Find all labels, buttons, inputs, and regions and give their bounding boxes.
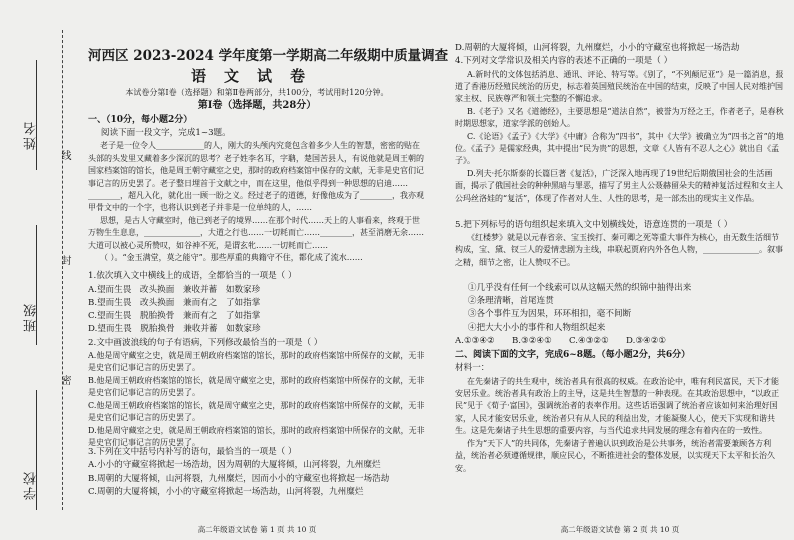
line-mark-feng: 封 xyxy=(59,255,70,265)
exam-info: 本试卷分第Ⅰ卷（选择题）和第Ⅱ卷两部分，共100分，考试用时120分钟。 xyxy=(125,88,389,97)
line-mark-xian: 线 xyxy=(59,150,70,160)
name-label: 姓名 xyxy=(24,120,39,150)
material-paragraph: 在先秦诸子的共生观中，统治者具有很高的权威。在政治论中，唯有利民富民，天下才能安居乐业。统治者具有政治上的主导，这是共生智慧的一种表现。在其政治思想中，“以政正民”见于《荀子·富国》，强调统治者的表率作用。这些话语强调了统治者应该如何来治理好国家，人民才能安居乐业，统治者只有从人民的利益出发，才能凝聚人心，使天下实现和谐共生。这是先秦诸子共生思想的重要内容，与当代追求共同发展的理念有着内在的一致性。 xyxy=(455,376,780,436)
page-one xyxy=(88,0,449,540)
q5-item-4: ④把大大小小的事件和人物组织起来 xyxy=(467,322,606,333)
q4-options xyxy=(455,69,785,219)
material-label: 材料一： xyxy=(455,363,490,374)
line-mark-mi: 密 xyxy=(59,375,70,385)
q5-options: A.①③④② B.③②④① C.④③②① D.③④②① xyxy=(455,336,667,347)
section-one-intro: 阅读下面一段文字，完成1~3题。 xyxy=(100,128,231,138)
q5-item-3: ③各个事件互为因果，环环相扣，毫不间断 xyxy=(467,309,632,320)
q1-option-c: C.望而生畏 脱胎换骨 兼而有之 了如指掌 xyxy=(88,311,261,322)
q2-options xyxy=(88,350,426,446)
page-two-footer: 高二年级语文试卷 第 2 页 共 10 页 xyxy=(560,524,680,534)
q3-option-c: C.周朝的大厦将倾，小小的守藏室将掀起一场浩劫，山河将裂，九州糜烂 xyxy=(88,486,364,497)
section-one-heading: 一、（10分，每小题2分） xyxy=(88,115,193,125)
q1-option-a: A.望而生畏 改头换面 兼收并蓄 如数家珍 xyxy=(88,284,261,295)
seal-line xyxy=(62,30,63,510)
passage-paragraph: （ ）。“金玉满堂，莫之能守”。那些厚重的典籍守不住，都化成了流水…… xyxy=(100,252,363,262)
q4-option-c: C.《论语》《孟子》《大学》《中庸》合称为“四书”，其中《大学》被确立为“四书之首”的地位。《孟子》是儒家经典，其中提出“民为贵”的思想，文章《人皆有不忍人之心》就出自《孟子》。 xyxy=(455,131,784,166)
q2-option-a: A.他是周守藏室之史，就是周王朝政府档案馆的馆长，那时的政府档案馆中所保存的文献，无非是史官们记事记言的历史罢了。 xyxy=(88,351,425,373)
q3-option-b: B.周朝的大厦将倾，山河将裂，九州糜烂，因而小小的守藏室也将掀起一场浩劫 xyxy=(88,473,390,484)
q2-option-b: B.他是周王朝政府档案馆的馆长，就是周守藏室之史，那时的政府档案馆中所保存的文献，无非是史官们记事记言的历史罢了。 xyxy=(88,375,425,398)
class-label: 班级 xyxy=(24,302,39,332)
q4-option-a: A.新时代的文体包括消息、通讯、评论、特写等。《别了，“不列颠尼亚”》是一篇消息，报道了香港历经殖民统治的历史，标志着英国殖民统治在中国的结束，反映了中国人民对维护国家主权、民族尊严和领土完整的不懈追求。 xyxy=(455,69,784,104)
question-1: 1.依次填入文中横线上的成语，全都恰当的一项是（ ） xyxy=(88,271,297,282)
q1-option-d: D.望而生畏 脱胎换骨 兼收并蓄 如数家珍 xyxy=(88,324,261,335)
question-5: 5.把下列标号的语句组织起来填入文中划横线处，语意连贯的一项是（ ） xyxy=(455,219,733,230)
school-label: 学校 xyxy=(24,470,39,500)
part-one-title: 第Ⅰ卷（选择题，共28分） xyxy=(197,100,317,111)
q4-option-b: B.《老子》又名《道德经》，主要思想是“道法自然”，被誉为万经之王，作者老子，是春秋时期思想家，道家学派的创始人。 xyxy=(455,106,784,129)
q2-option-c: C.他是周王朝政府档案馆的馆长，就是周守藏室之史，那时的政府档案馆中所保存的文献，无非是史官们记事记言的历史罢了。 xyxy=(88,400,425,423)
passage-paragraph: 老子是一位令人____________的人，刚大的头颅内究竟包含着多少人生的智慧，密密的贴在头部的头发里又藏着多少深沉的思考？老子姓李名耳，字聃，楚国苦县人，有说他就是周王朝的国家档案馆的馆长，他是周王朝守藏室之史，那时的政府档案馆中保存的文献，无非是史官们记事记言的历史罢了。老子整日埋首于文献之中，而在这里，他似乎得到一种思想的启迪……________，超凡入化，就化出一顾一盼之义。经过老子的道德，好像他成为了________，我亦观甲骨文中的一个字，也将认识到老子并非是一位单纯的人，…… xyxy=(88,141,424,213)
passage-paragraph: 思想，是古人守藏室时，他已到老子的境界……在那个时代……天上的人事看来，终观于世万物生生息息，______________，大道之行也……一切耗而亡……________，甚至消磨无余……大道可以被心灵所赞叹，如谷神不死，是谓玄牝……一切耗而亡…… xyxy=(88,215,424,250)
question-3: 3.下列在文中括号内补写的语句，最恰当的一项是（ ） xyxy=(88,447,297,458)
q3-option-a: A.小小的守藏室将掀起一场浩劫，因为周朝的大厦将倾，山河将裂，九州糜烂 xyxy=(88,460,381,471)
question-2: 2.文中画波浪线的句子有语病，下列修改最恰当的一项是（ ） xyxy=(88,337,323,348)
q3-option-d: D.周朝的大厦将倾，山河将裂，九州糜烂，小小的守藏室也将掀起一场浩劫 xyxy=(455,43,740,53)
exam-title: 河西区 2023-2024 学年度第一学期高二年级期中质量调查 xyxy=(88,48,449,64)
question-4: 4.下列对文学常识及相关内容的表述不正确的一项是（ ） xyxy=(455,56,673,67)
class-write-line xyxy=(36,225,37,345)
q5-passage: 《红楼梦》就是以元春省亲、宝玉挨打、秦可卿之死等重大事件为核心，由无数生活细节构成，宝、黛、钗三人的爱情悲剧为主线，串联起贾府内外各色人物，______________。叙事之精，细节之密，让人赞叹不已。 xyxy=(455,232,783,267)
passage-block xyxy=(88,140,426,270)
page-one-footer: 高二年级语文试卷 第 1 页 共 10 页 xyxy=(197,524,317,534)
q5-passage-block xyxy=(455,232,785,282)
binding-margin xyxy=(0,0,70,540)
q5-item-2: ②条理清晰，首尾连贯 xyxy=(467,296,554,307)
school-write-line xyxy=(36,390,37,510)
q2-option-d: D.他是周守藏室之史，就是周王朝政府档案馆的馆长，那时的政府档案馆中所保存的文献，无非是史官们记事记言的历史罢了。 xyxy=(88,425,425,447)
exam-subtitle: 语文试卷 xyxy=(190,67,323,85)
material-paragraph: 作为“天下人”的共同体，先秦诸子普遍认识到政治是公共事务，统治者需要兼顾各方利益，统治者必须遵循规律，顺应民心，不断推进社会的整体发展，以实现天下太平和长治久安。 xyxy=(455,438,775,473)
name-write-line xyxy=(36,60,37,170)
q1-option-b: B.望而生畏 改头换面 兼而有之 了如指掌 xyxy=(88,297,261,308)
material-block xyxy=(455,376,785,488)
q4-option-d: D.列夫·托尔斯泰的长篇巨著《复活》，广泛深入地再现了19世纪后期俄国社会的生活画面，揭示了俄国社会的种种黑暗与罪恶，描写了男主人公聂赫留朵夫的精神复活过程和女主人公玛丝洛娃的“复活”，体现了作者对人生、人性的思考，是一部杰出的现实主义作品。 xyxy=(455,168,783,203)
q5-item-1: ①几乎没有任何一个线索可以从这幅天然的织锦中抽得出来 xyxy=(467,282,692,293)
page-two xyxy=(455,0,785,540)
section-two-heading: 二、阅读下面的文字，完成6~8题。（每小题2分，共6分） xyxy=(455,350,691,361)
